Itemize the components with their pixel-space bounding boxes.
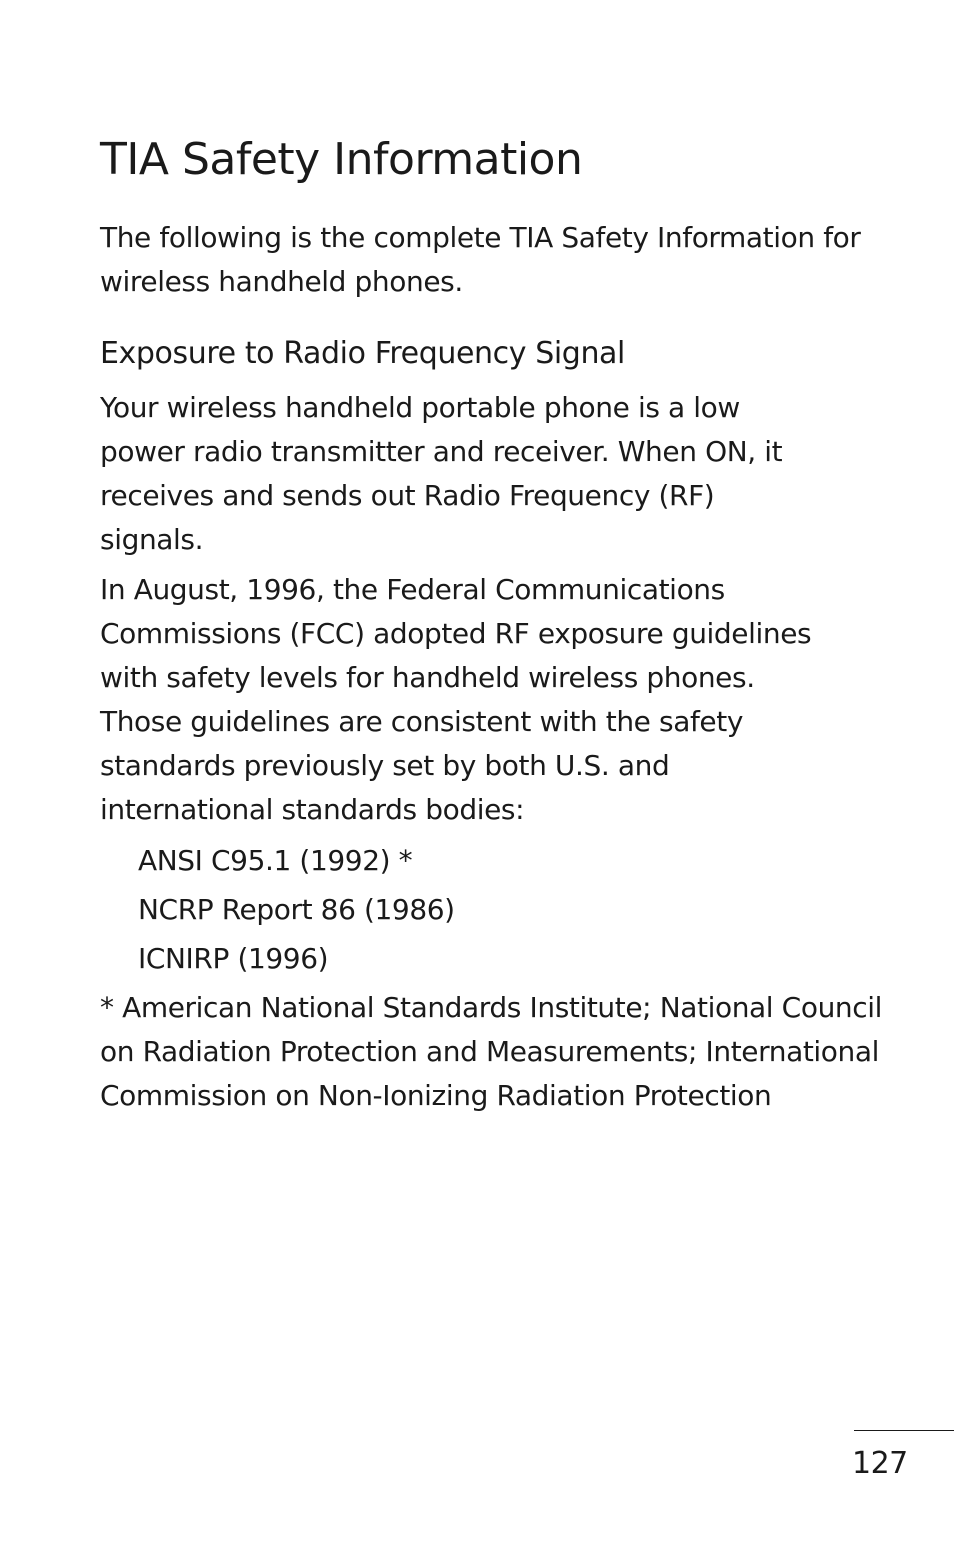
standards-list-item: NCRP Report 86 (1986)	[138, 893, 455, 926]
page-number-rule	[854, 1430, 954, 1431]
page-number: 127	[852, 1446, 908, 1481]
body-paragraph: Your wireless handheld portable phone is a low power radio transmitter and receiver. When ON, it receives and sends out Radio Frequency (RF) signals.	[100, 391, 783, 556]
page-title: TIA Safety Information	[100, 134, 583, 185]
body-paragraph: In August, 1996, the Federal Communications Commissions (FCC) adopted RF exposure guidelines with safety levels for handheld wireless phones. Those guidelines are consistent with the safety standards previously set by both U.S. and international standards bodies:	[100, 573, 812, 826]
standards-list	[138, 836, 455, 983]
standards-list-item: ANSI C95.1 (1992) *	[138, 844, 413, 877]
intro-paragraph: The following is the complete TIA Safety Information for wireless handheld phones.	[100, 221, 861, 298]
footnote: * American National Standards Institute; National Council on Radiation Protection and Measurements; International Commission on Non-Ionizing Radiation Protection	[100, 991, 883, 1112]
standards-list-item: ICNIRP (1996)	[138, 942, 329, 975]
section-heading: Exposure to Radio Frequency Signal	[100, 336, 625, 371]
